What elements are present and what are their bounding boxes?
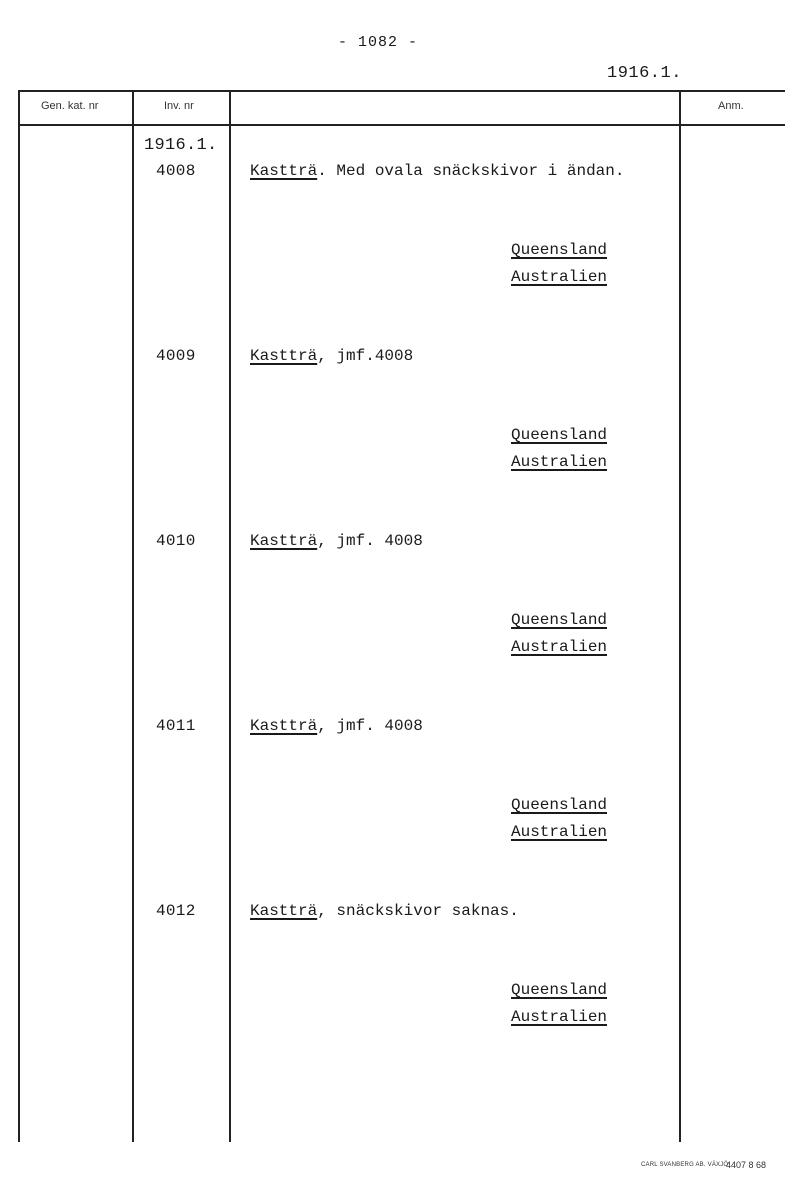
column-divider-inv-desc (229, 90, 231, 1142)
provenance-country: Australien (511, 1008, 608, 1026)
object-term: Kastträ (250, 717, 318, 735)
provenance-country: Australien (511, 268, 608, 286)
description-rest: , jmf.4008 (317, 347, 414, 365)
entry-description (250, 717, 423, 735)
inv-series-marker: 1916.1. (144, 136, 218, 155)
description-rest: . Med ovala snäckskivor i ändan. (317, 162, 625, 180)
provenance-region: Queensland (511, 796, 608, 814)
object-term: Kastträ (250, 347, 318, 365)
entry-description (250, 532, 423, 550)
object-term: Kastträ (250, 532, 318, 550)
series-header: 1916.1. (607, 64, 682, 83)
description-rest: , jmf. 4008 (317, 532, 423, 550)
provenance-country: Australien (511, 453, 608, 471)
form-number: 4407 8 68 (726, 1160, 767, 1170)
provenance-region: Queensland (511, 426, 608, 444)
column-divider-gen-inv (132, 90, 134, 1142)
provenance-country: Australien (511, 638, 608, 656)
inv-number: 4011 (156, 717, 196, 735)
column-header-inv-nr: Inv. nr (164, 100, 194, 112)
column-header-gen-kat-nr: Gen. kat. nr (41, 100, 99, 112)
provenance-region: Queensland (511, 981, 608, 999)
object-term: Kastträ (250, 162, 318, 180)
description-rest: , jmf. 4008 (317, 717, 423, 735)
printer-imprint: CARL SVANBERG AB. VÄXJÖ (641, 1162, 729, 1168)
provenance-region: Queensland (511, 611, 608, 629)
table-left-border (18, 90, 20, 1142)
inv-number: 4008 (156, 162, 196, 180)
object-term: Kastträ (250, 902, 318, 920)
entry-description (250, 347, 413, 365)
inv-number: 4009 (156, 347, 196, 365)
entry-description (250, 902, 519, 920)
column-header-anm: Anm. (718, 100, 744, 112)
provenance-country: Australien (511, 823, 608, 841)
column-divider-desc-anm (679, 90, 681, 1142)
entry-description (250, 162, 624, 180)
inv-number: 4010 (156, 532, 196, 550)
provenance-region: Queensland (511, 241, 608, 259)
page-number: - 1082 - (338, 34, 419, 51)
inv-number: 4012 (156, 902, 196, 920)
description-rest: , snäckskivor saknas. (317, 902, 519, 920)
